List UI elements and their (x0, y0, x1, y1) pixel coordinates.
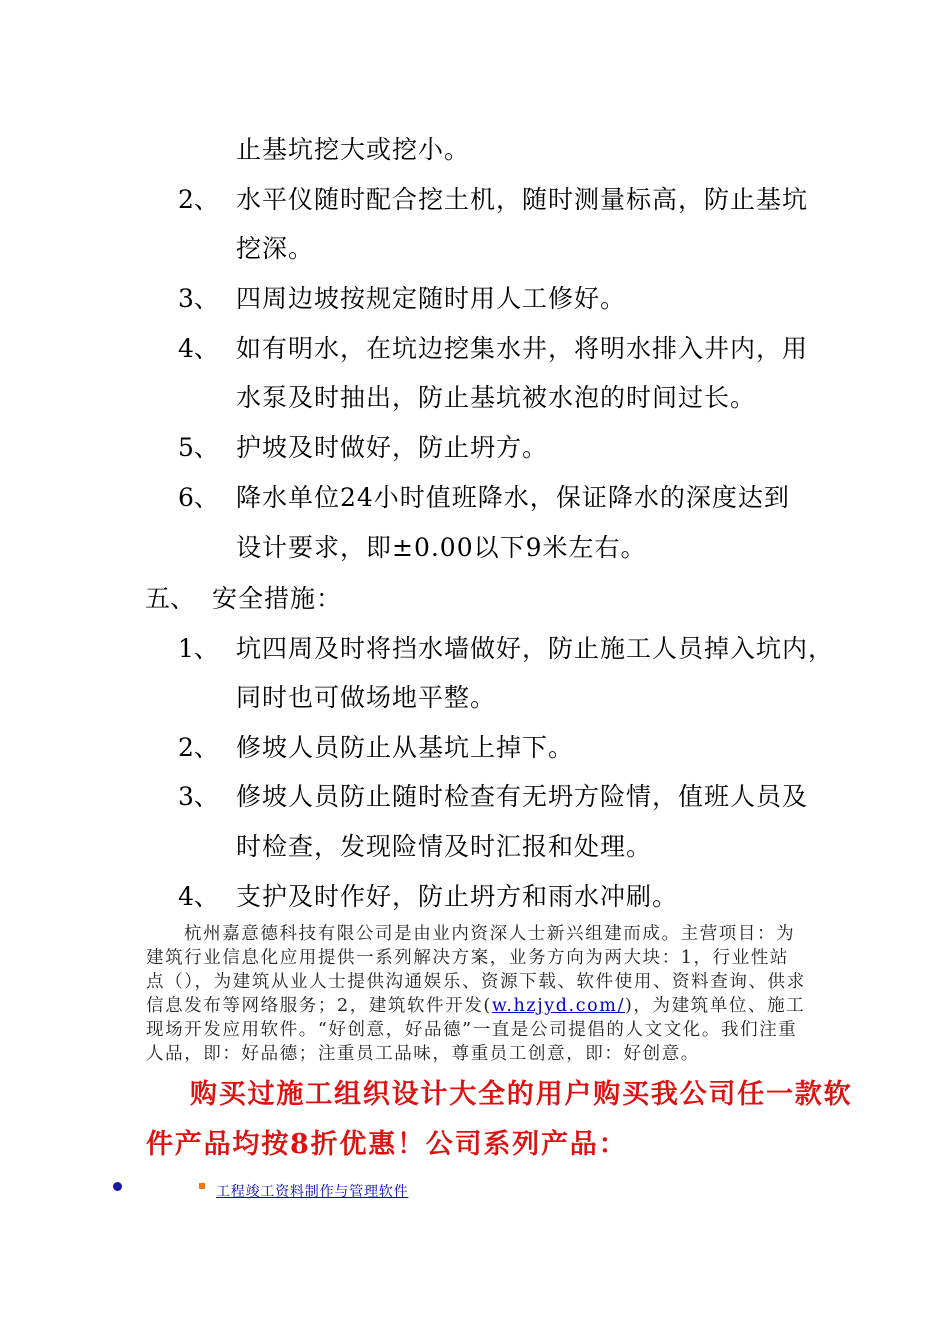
list-a-item-2-line-1: 水平仪随时配合挖土机，随时测量标高，防止基坑 (236, 185, 809, 214)
company-website-link[interactable]: w.hzjyd.com/ (491, 996, 625, 1016)
product-link[interactable]: 工程竣工资料制作与管理软件 (216, 1184, 409, 1200)
list-a-item-3-line-1: 四周边坡按规定随时用人工修好。 (236, 284, 627, 313)
list-a-item-5-number: 5、 (178, 433, 219, 462)
list-b-item-4-line-1: 支护及时作好，防止坍方和雨水冲刷。 (236, 882, 679, 911)
list-a-item-3-number: 3、 (178, 284, 219, 313)
orange-square-icon (199, 1183, 205, 1189)
promo-line-1: 购买过施工组织设计大全的用户购买我公司任一款软 (190, 1079, 853, 1110)
list-a-item-4-line-1: 如有明水，在坑边挖集水井，将明水排入井内，用 (236, 334, 809, 363)
list-a-item-6-line-2: 设计要求，即±0.00以下9米左右。 (236, 533, 647, 562)
list-a-item-2-line-2: 挖深。 (236, 234, 315, 263)
list-a-item-4-number: 4、 (178, 334, 219, 363)
list-a-item-5-line-1: 护坡及时做好，防止坍方。 (236, 433, 549, 462)
list-b-item-2-line-1: 修坡人员防止从基坑上掉下。 (236, 733, 575, 762)
promo-line-2: 件产品均按8折优惠！公司系列产品： (146, 1129, 628, 1160)
list-a-item-1-line-1: 止基坑挖大或挖小。 (236, 135, 471, 164)
list-b-item-2-number: 2、 (178, 733, 219, 762)
list-a-item-6-number: 6、 (178, 483, 219, 512)
list-b-item-3-number: 3、 (178, 782, 219, 811)
company-intro-paragraph (146, 922, 806, 1066)
list-a-item-6-line-1: 降水单位24小时值班降水，保证降水的深度达到 (236, 483, 790, 512)
list-b-item-1-line-1: 坑四周及时将挡水墙做好，防止施工人员掉入坑内， (236, 634, 835, 663)
list-b-item-1-number: 1、 (178, 634, 219, 663)
company-intro-text-1: 杭州嘉意德科技有限公司是由业内资深人士新兴组建而成。主营项目：为建筑行业信息化应用提供一系列解决方案，业务方向为两大块：1，行业性站点（），为建筑从业人士提供沟通娱乐、资源下载、软件使用、资料查询、供求信息发布等网络服务；2，建筑软件开发( (146, 924, 806, 1016)
section-title: 安全措施： (212, 584, 343, 613)
list-a-item-4-line-2: 水泵及时抽出，防止基坑被水泡的时间过长。 (236, 383, 757, 412)
list-b-item-1-line-2: 同时也可做场地平整。 (236, 683, 497, 712)
list-b-item-3-line-1: 修坡人员防止随时检查有无坍方险情，值班人员及 (236, 782, 809, 811)
company-intro-text-2: )，为建筑单位、施工现场开发应用软件。“好创意，好品德”一直是公司提倡的人文文化。我们注重人品，即：好品德；注重员工品味，尊重员工创意，即：好创意。 (146, 996, 806, 1064)
list-a-item-2-number: 2、 (178, 185, 219, 214)
section-number: 五、 (145, 584, 196, 613)
list-b-item-3-line-2: 时检查，发现险情及时汇报和处理。 (236, 832, 653, 861)
list-b-item-4-number: 4、 (178, 882, 219, 911)
list-bullet-icon (113, 1182, 122, 1191)
